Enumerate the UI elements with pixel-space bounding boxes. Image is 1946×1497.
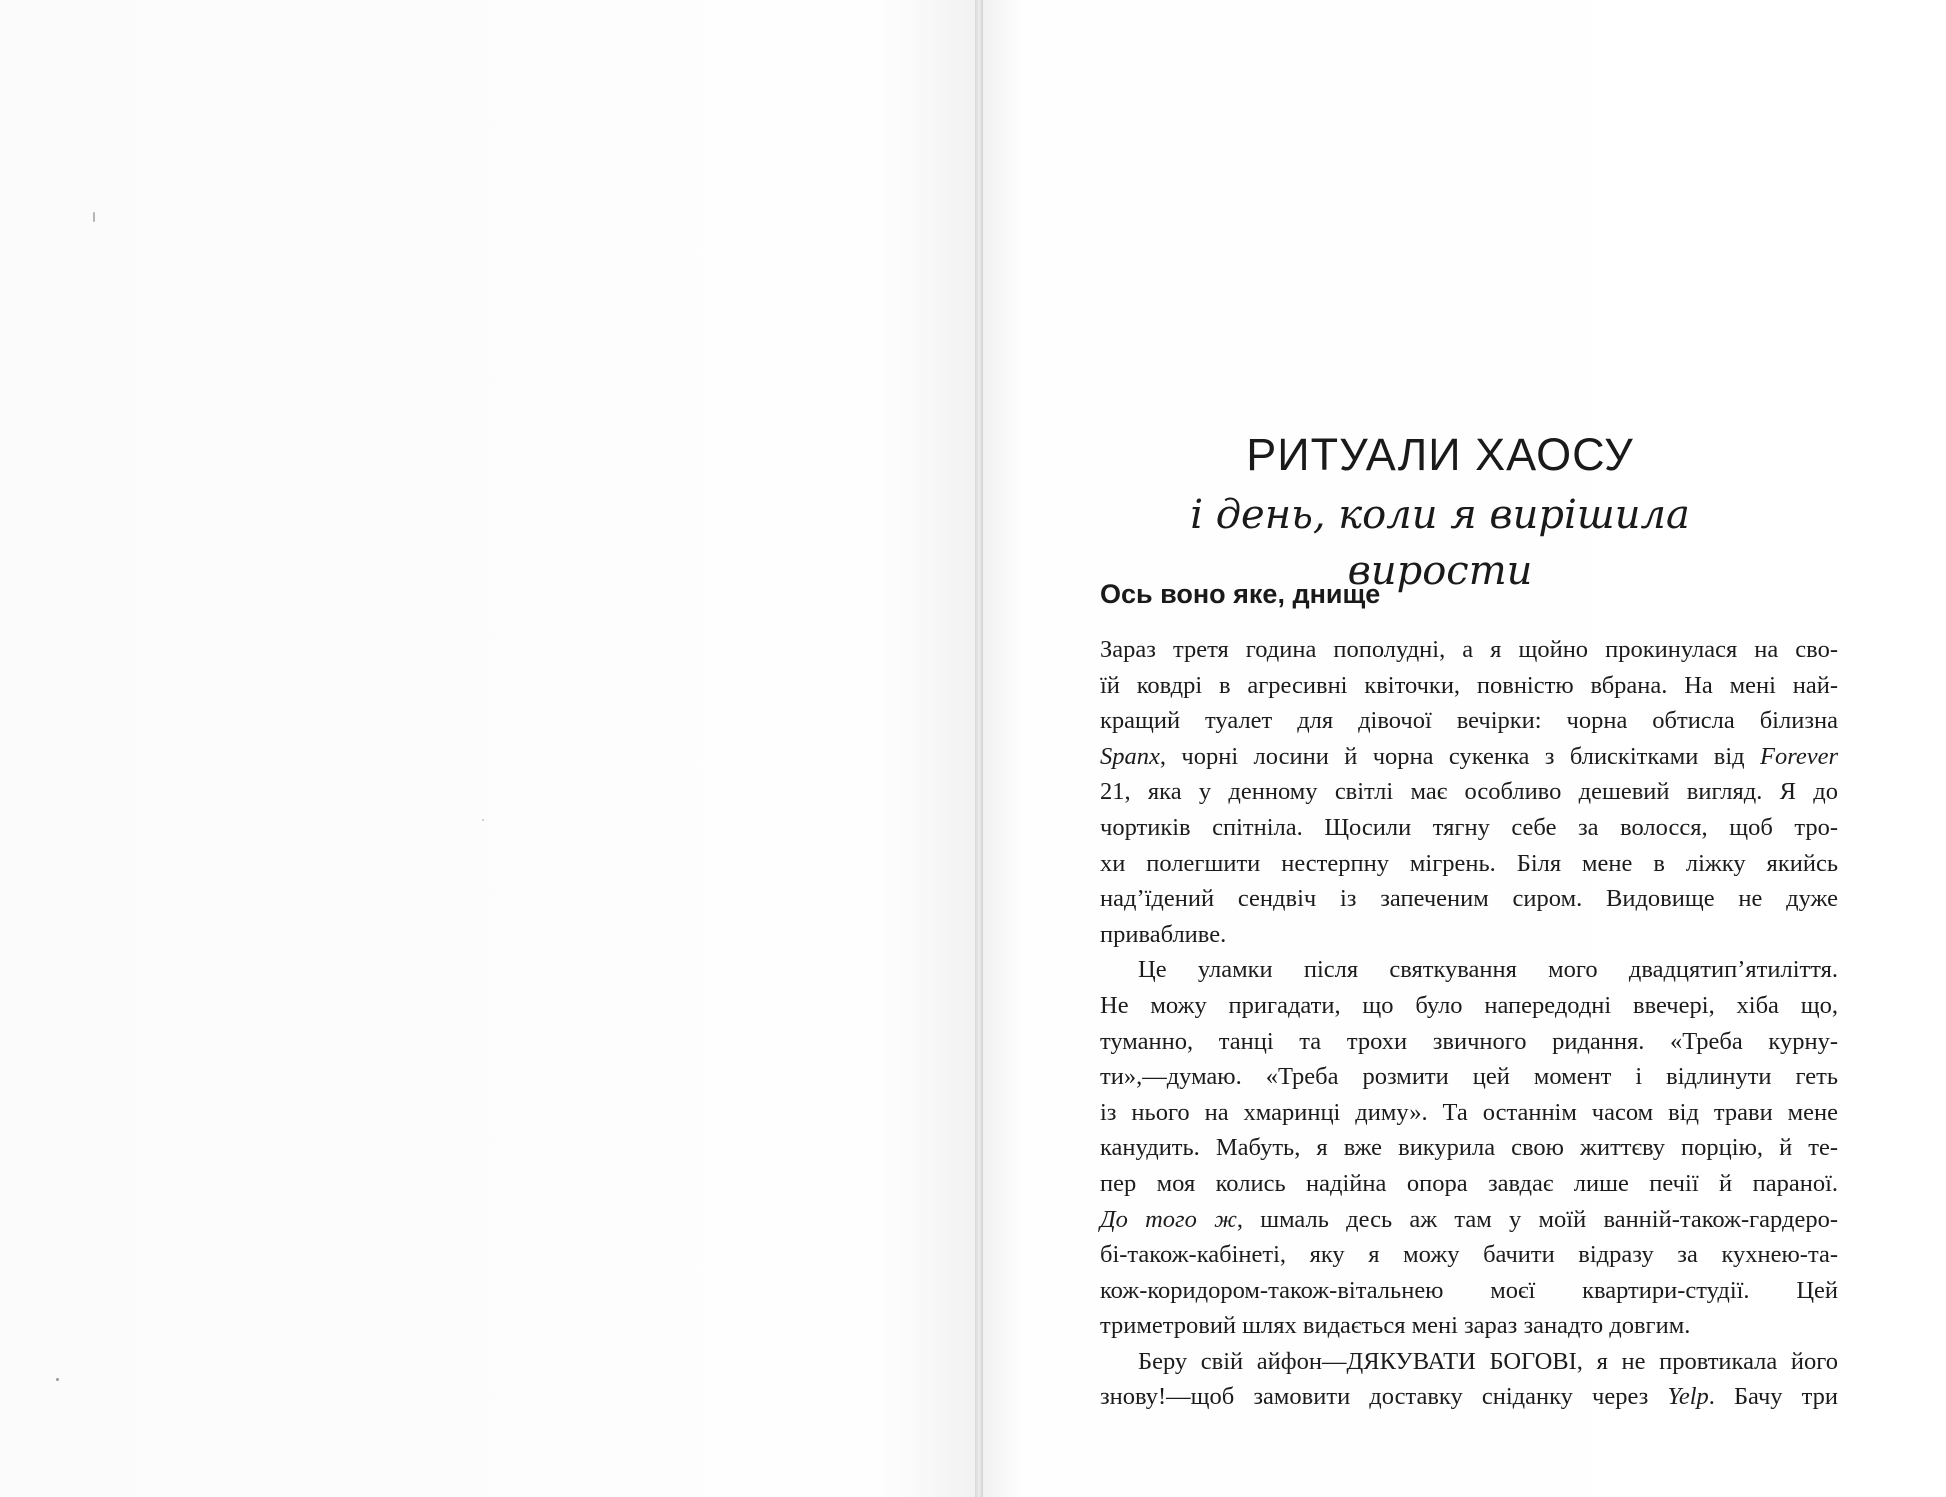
- italic-brand: Yelp: [1667, 1383, 1709, 1411]
- body-line: привабливе.: [1100, 920, 1227, 948]
- body-line: Беру свій айфон—ДЯКУВАТИ БОГОВІ, я не провтикала його: [1138, 1347, 1838, 1375]
- body-line: триметровий шлях видається мені зараз занадто довгим.: [1100, 1312, 1691, 1340]
- body-line: [1100, 739, 1838, 775]
- italic-brand: Spanx: [1100, 742, 1160, 770]
- body-line: ти»,—думаю. «Треба розмити цей момент і відлинути геть: [1100, 1063, 1838, 1091]
- body-line: пер моя колись надійна опора завдає лише печії й параної.: [1100, 1169, 1838, 1197]
- italic-phrase: До того ж: [1100, 1205, 1237, 1233]
- body-line: 21, яка у денному світлі має особливо дешевий вигляд. Я до: [1100, 778, 1838, 806]
- paper-speck: [56, 1378, 59, 1381]
- paper-speck: [482, 819, 484, 821]
- body-line-text: , чорні лосини й чорна сукенка з блискітками від: [1159, 742, 1760, 770]
- body-text: [1100, 632, 1838, 1415]
- body-line: хи полегшити нестерпну мігрень. Біля мене в ліжку якийсь: [1100, 849, 1838, 877]
- body-line-text: , шмаль десь аж там у моїй ванній-також-гардеро-: [1236, 1205, 1838, 1233]
- body-line-text: знову!—щоб замовити доставку сніданку через: [1100, 1383, 1668, 1411]
- body-line: канудить. Мабуть, я вже викурила свою життєву порцію, й те-: [1100, 1134, 1838, 1162]
- body-line: кож-коридором-також-вітальнею моєї квартири-студії. Цей: [1100, 1276, 1838, 1304]
- chapter-subtitle: і день, коли я вирішила вирости: [1190, 492, 1690, 594]
- body-line: кращий туалет для дівочої вечірки: чорна обтисла білизна: [1100, 707, 1838, 735]
- body-line: чортиків спітніла. Щосили тягну себе за волосся, щоб тро-: [1100, 813, 1838, 841]
- body-line: бі-також-кабінеті, яку я можу бачити відразу за кухнею-та-: [1100, 1241, 1838, 1269]
- chapter-title: РИТУАЛИ ХАОСУ: [1246, 429, 1634, 480]
- body-line: Зараз третя година пополудні, а я щойно прокинулася на сво-: [1100, 636, 1838, 663]
- body-line: Це уламки після святкування мого двадцятип’ятиліття.: [1138, 956, 1838, 984]
- body-line: над’їдений сендвіч із запеченим сиром. Видовище не дуже: [1100, 885, 1838, 913]
- body-line-text: . Бачу три: [1708, 1383, 1838, 1411]
- book-gutter: [975, 0, 983, 1497]
- body-line: [1100, 1202, 1838, 1238]
- body-line: туманно, танці та трохи звичного ридання. «Треба курну-: [1100, 1027, 1838, 1055]
- body-line: їй ковдрі в агресивні квіточки, повністю вбрана. На мені най-: [1100, 671, 1838, 699]
- body-line: [1100, 1379, 1838, 1415]
- section-heading: Ось воно яке, днище: [1100, 579, 1381, 609]
- body-line: із нього на хмаринці диму». Та останнім часом від трави мене: [1100, 1098, 1838, 1126]
- paper-speck: [93, 212, 95, 222]
- italic-brand: Forever: [1760, 742, 1838, 770]
- body-line: Не можу пригадати, що було напередодні ввечері, хіба що,: [1100, 991, 1838, 1019]
